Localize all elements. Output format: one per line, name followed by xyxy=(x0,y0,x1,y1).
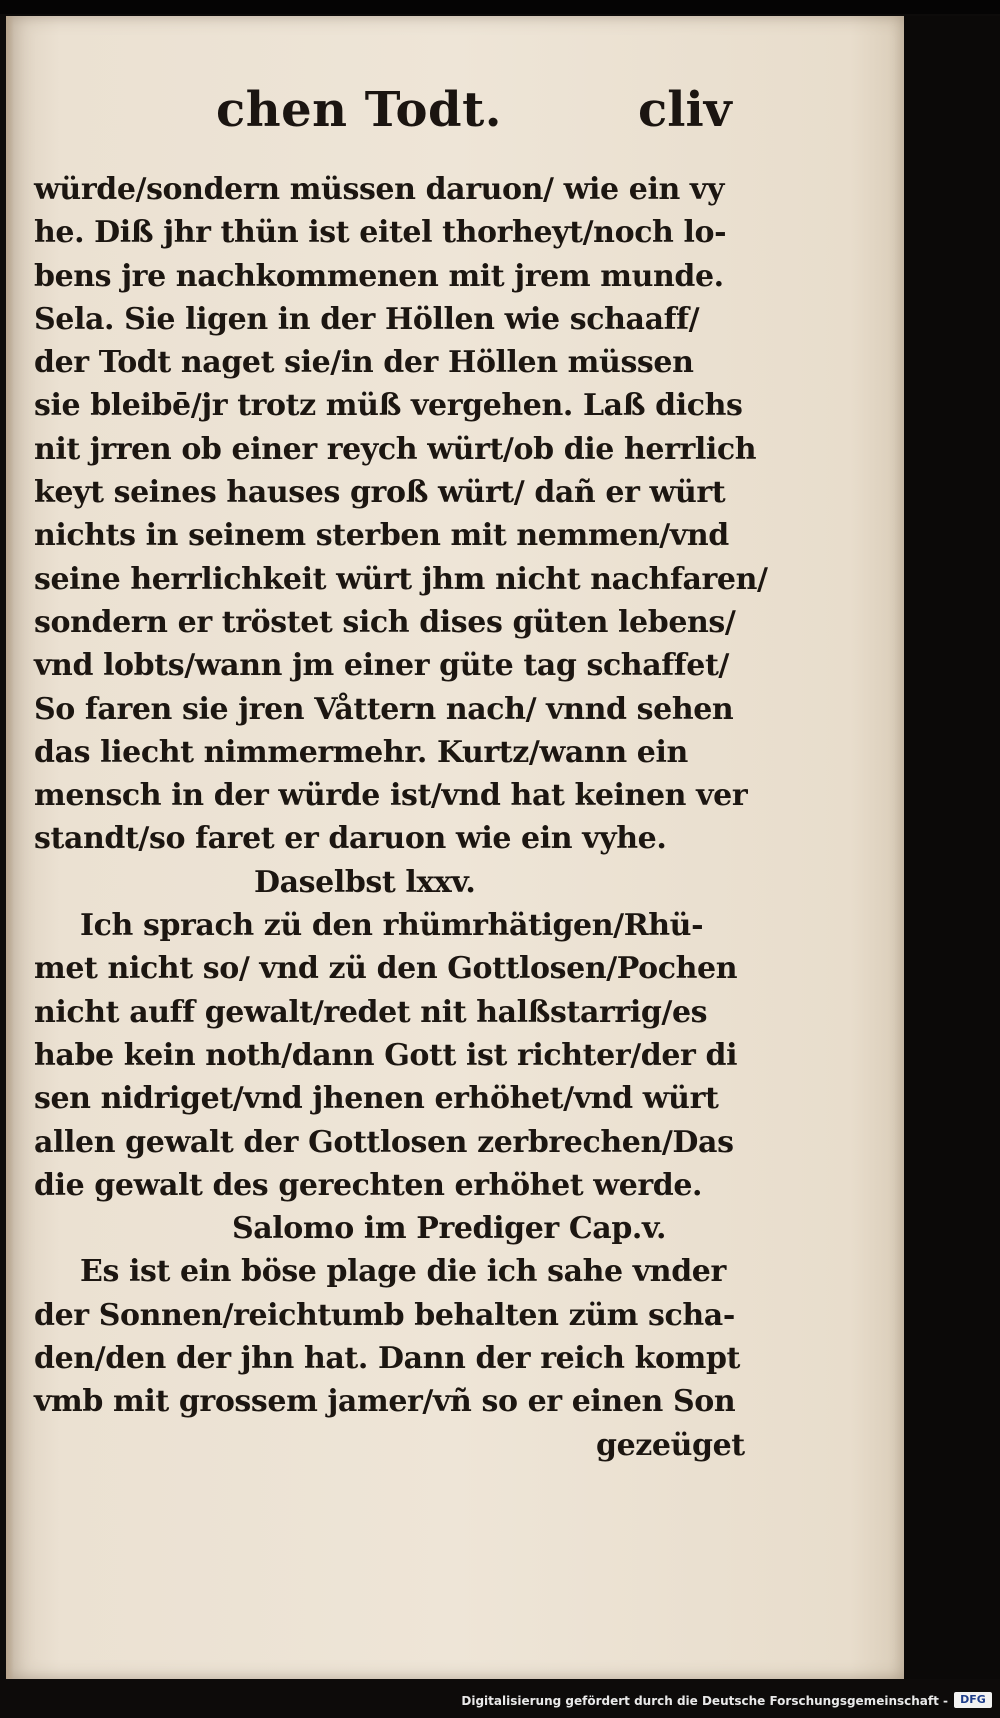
text-line: standt/so faret er daruon wie ein vyhe. xyxy=(34,821,667,857)
text-line: habe kein noth/dann Gott ist richter/der di xyxy=(34,1037,738,1073)
running-head xyxy=(6,82,904,152)
catchword: gezeüget xyxy=(596,1427,745,1463)
text-line: keyt seines hauses groß würt/ dañ er würt xyxy=(34,475,726,511)
text-line: he. Diß jhr thün ist eitel thorheyt/noch lo- xyxy=(34,215,727,251)
section-heading: Salomo im Prediger Cap.v. xyxy=(232,1211,667,1247)
text-line: Es ist ein böse plage die ich sahe vnder xyxy=(80,1254,726,1290)
text-line: Sela. Sie ligen in der Höllen wie schaaff/ xyxy=(34,301,700,337)
text-line: das liecht nimmermehr. Kurtz/wann ein xyxy=(34,734,688,770)
text-line: sondern er tröstet sich dises güten lebens/ xyxy=(34,604,736,640)
top-border xyxy=(0,0,1000,14)
text-line: allen gewalt der Gottlosen zerbrechen/Das xyxy=(34,1124,734,1160)
book-page xyxy=(6,16,904,1679)
text-line: sie bleibē/jr trotz müß vergehen. Laß dichs xyxy=(34,388,743,424)
text-line: der Sonnen/reichtumb behalten züm scha- xyxy=(34,1297,735,1333)
text-line: met nicht so/ vnd zü den Gottlosen/Pochen xyxy=(34,951,738,987)
footer-bar xyxy=(0,1690,1000,1718)
text-line: bens jre nachkommenen mit jrem munde. xyxy=(34,258,724,294)
dark-margin xyxy=(904,16,1000,1679)
text-line: sen nidriget/vnd jhenen erhöhet/vnd würt xyxy=(34,1081,719,1117)
text-line: den/den der jhn hat. Dann der reich kompt xyxy=(34,1341,741,1377)
text-line: würde/sondern müssen daruon/ wie ein vy xyxy=(34,172,724,207)
text-line: vmb mit grossem jamer/vñ so er einen Son xyxy=(34,1384,736,1420)
text-line: nicht auff gewalt/redet nit halßstarrig/es xyxy=(34,994,708,1030)
text-line: die gewalt des gerechten erhöhet werde. xyxy=(34,1167,703,1203)
text-line: nichts in seinem sterben mit nemmen/vnd xyxy=(34,518,729,554)
text-line: vnd lobts/wann jm einer güte tag schaffet/ xyxy=(34,648,729,684)
folio-number: cliv xyxy=(638,82,732,138)
running-head-title: chen Todt. xyxy=(216,82,502,138)
text-line: So faren sie jren Våttern nach/ vnnd sehen xyxy=(34,691,734,727)
footer-credit: Digitalisierung gefördert durch die Deutsche Forschungsgemeinschaft - xyxy=(461,1694,948,1708)
text-block xyxy=(34,168,768,1467)
text-line: nit jrren ob einer reych würt/ob die herrlich xyxy=(34,431,757,467)
section-heading: Daselbst lxxv. xyxy=(254,864,476,900)
text-line: der Todt naget sie/in der Höllen müssen xyxy=(34,345,694,381)
text-line: mensch in der würde ist/vnd hat keinen ver xyxy=(34,778,748,814)
text-line: Ich sprach zü den rhümrhätigen/Rhü- xyxy=(80,908,704,944)
dfg-logo-icon: DFG xyxy=(954,1692,992,1708)
text-line: seine herrlichkeit würt jhm nicht nachfaren/ xyxy=(34,561,768,597)
